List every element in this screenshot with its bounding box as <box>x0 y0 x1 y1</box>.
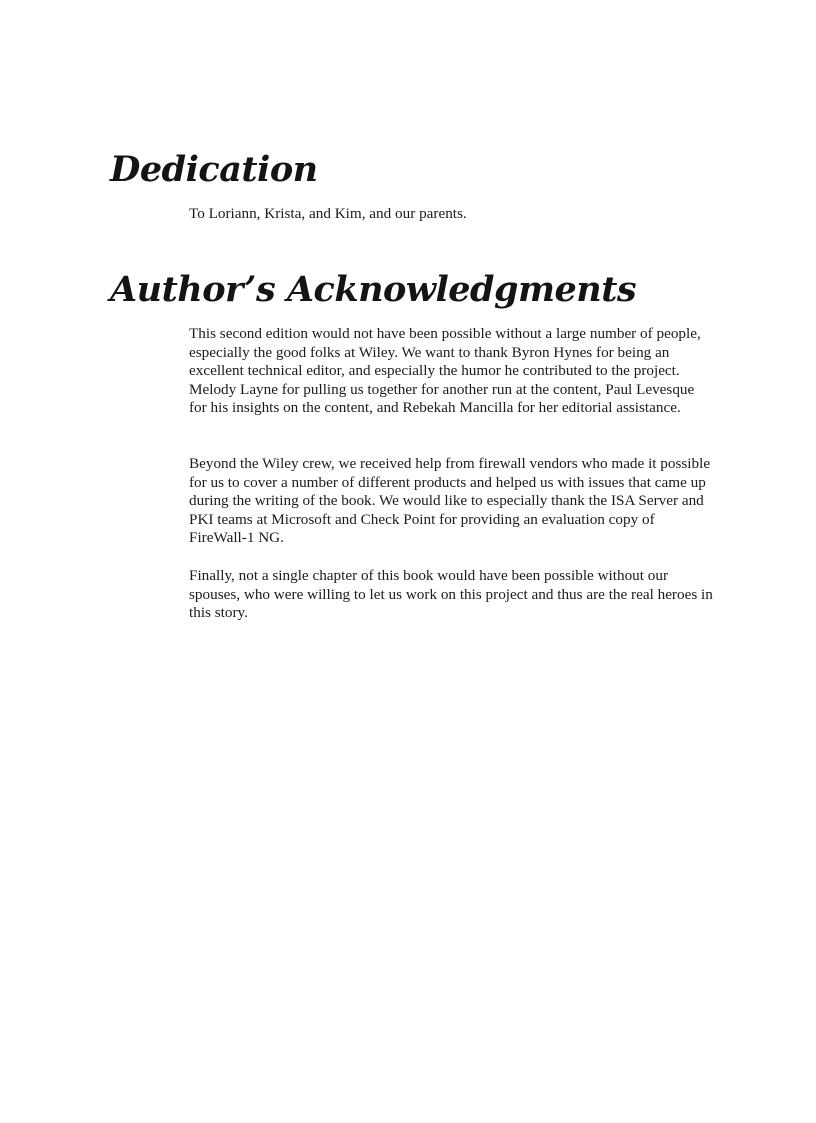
acknowledgments-paragraph: This second edition would not have been possible without a large number of people, especially the good folks at Wiley. We want to thank Byron Hynes for being an excellent technical editor, and especially the humor he contributed to the project. Melody Layne for pulling us together for another run at the content, Paul Levesque for his insights on the content, and Rebekah Mancilla for her editorial assistance. <box>189 325 701 417</box>
acknowledgments-paragraph: Finally, not a single chapter of this book would have been possible without our spouses, who were willing to let us work on this project and thus are the real heroes in this story. <box>189 567 713 622</box>
dedication-heading: Dedication <box>110 149 318 190</box>
dedication-text: To Loriann, Krista, and Kim, and our parents. <box>189 205 467 222</box>
acknowledgments-heading: Author’s Acknowledgments <box>110 269 637 310</box>
acknowledgments-paragraph: Beyond the Wiley crew, we received help from firewall vendors who made it possible for us to cover a number of different products and helped us with issues that came up during the writing of the book. We would like to especially thank the ISA Server and PKI teams at Microsoft and Check Point for providing an evaluation copy of FireWall-1 NG. <box>189 455 711 547</box>
